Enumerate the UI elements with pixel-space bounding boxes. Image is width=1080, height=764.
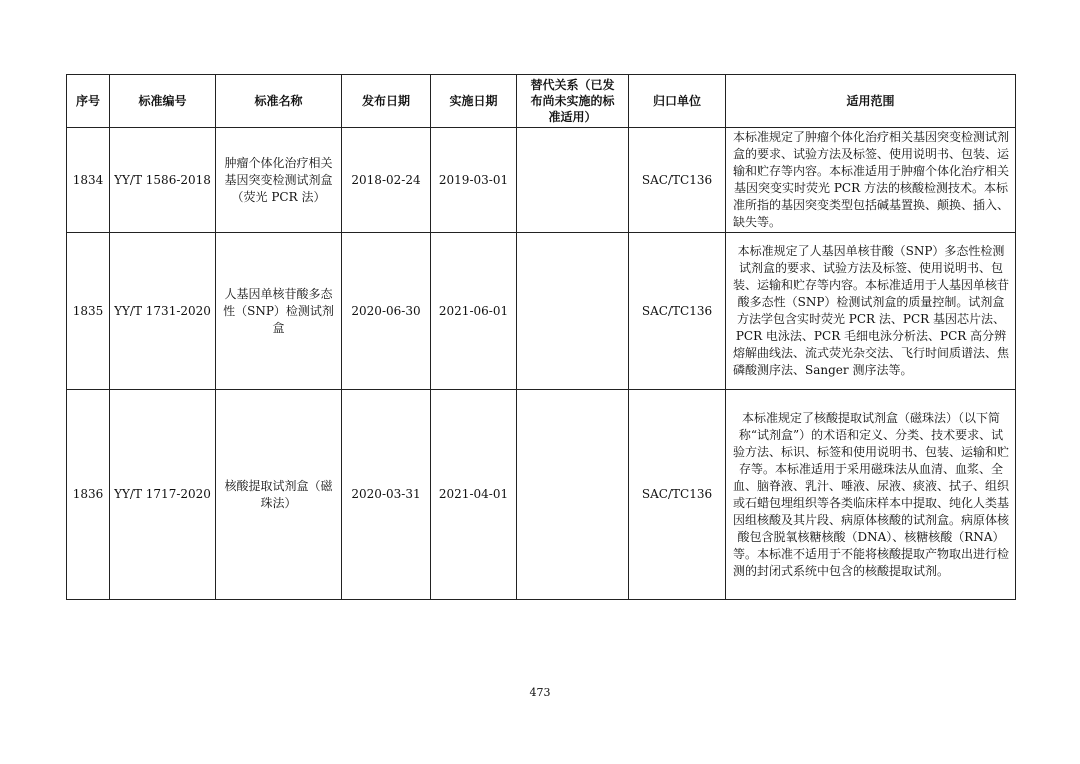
header-row — [67, 75, 1016, 128]
cell-publish-date: 2018-02-24 — [342, 128, 431, 233]
header-name: 标准名称 — [216, 75, 342, 128]
header-implement-date: 实施日期 — [431, 75, 517, 128]
header-unit: 归口单位 — [629, 75, 726, 128]
cell-name: 人基因单核苷酸多态性（SNP）检测试剂盒 — [216, 233, 342, 390]
cell-unit: SAC/TC136 — [629, 233, 726, 390]
cell-replacement — [517, 390, 629, 600]
cell-replacement — [517, 233, 629, 390]
header-publish-date: 发布日期 — [342, 75, 431, 128]
cell-unit: SAC/TC136 — [629, 128, 726, 233]
header-scope: 适用范围 — [726, 75, 1016, 128]
cell-publish-date: 2020-03-31 — [342, 390, 431, 600]
header-seq: 序号 — [67, 75, 110, 128]
page-number: 473 — [529, 686, 551, 699]
table-row — [67, 233, 1016, 390]
cell-publish-date: 2020-06-30 — [342, 233, 431, 390]
cell-seq: 1835 — [67, 233, 110, 390]
table-row — [67, 128, 1016, 233]
cell-seq: 1836 — [67, 390, 110, 600]
cell-unit: SAC/TC136 — [629, 390, 726, 600]
cell-implement-date: 2019-03-01 — [431, 128, 517, 233]
cell-code: YY/T 1586-2018 — [110, 128, 216, 233]
cell-implement-date: 2021-06-01 — [431, 233, 517, 390]
cell-replacement — [517, 128, 629, 233]
cell-code: YY/T 1717-2020 — [110, 390, 216, 600]
header-code: 标准编号 — [110, 75, 216, 128]
table-row — [67, 390, 1016, 600]
standards-table — [66, 74, 1016, 600]
cell-code: YY/T 1731-2020 — [110, 233, 216, 390]
cell-scope: 本标准规定了核酸提取试剂盒（磁珠法）（以下简称“试剂盒”）的术语和定义、分类、技术要求、试验方法、标识、标签和使用说明书、包装、运输和贮存等。本标准适用于采用磁珠法从血清、血浆、全血、脑脊液、乳汁、唾液、尿液、痰液、拭子、组织或石蜡包埋组织等各类临床样本中提取、纯化人类基因组核酸及其片段、病原体核酸的试剂盒。病原体核酸包含脱氧核糖核酸（DNA）、核糖核酸（RNA）等。本标准不适用于不能将核酸提取产物取出进行检测的封闭式系统中包含的核酸提取试剂。 — [726, 390, 1016, 600]
cell-seq: 1834 — [67, 128, 110, 233]
cell-scope: 本标准规定了肿瘤个体化治疗相关基因突变检测试剂盒的要求、试验方法及标签、使用说明书、包装、运输和贮存等内容。本标准适用于肿瘤个体化治疗相关基因突变实时荧光 PCR 方法的核酸检测技术。本标准所指的基因突变类型包括碱基置换、颠换、插入、缺失等。 — [726, 128, 1016, 233]
cell-name: 核酸提取试剂盒（磁珠法） — [216, 390, 342, 600]
cell-implement-date: 2021-04-01 — [431, 390, 517, 600]
header-replacement: 替代关系（已发布尚未实施的标准适用） — [517, 75, 629, 128]
cell-name: 肿瘤个体化治疗相关基因突变检测试剂盒（荧光 PCR 法） — [216, 128, 342, 233]
cell-scope: 本标准规定了人基因单核苷酸（SNP）多态性检测试剂盒的要求、试验方法及标签、使用说明书、包装、运输和贮存等内容。本标准适用于人基因单核苷酸多态性（SNP）检测试剂盒的质量控制。试剂盒方法学包含实时荧光 PCR 法、PCR 基因芯片法、PCR 电泳法、PCR 毛细电泳分析法、PCR 高分辨熔解曲线法、流式荧光杂交法、飞行时间质谱法、焦磷酸测序法、Sanger 测序法等。 — [726, 233, 1016, 390]
